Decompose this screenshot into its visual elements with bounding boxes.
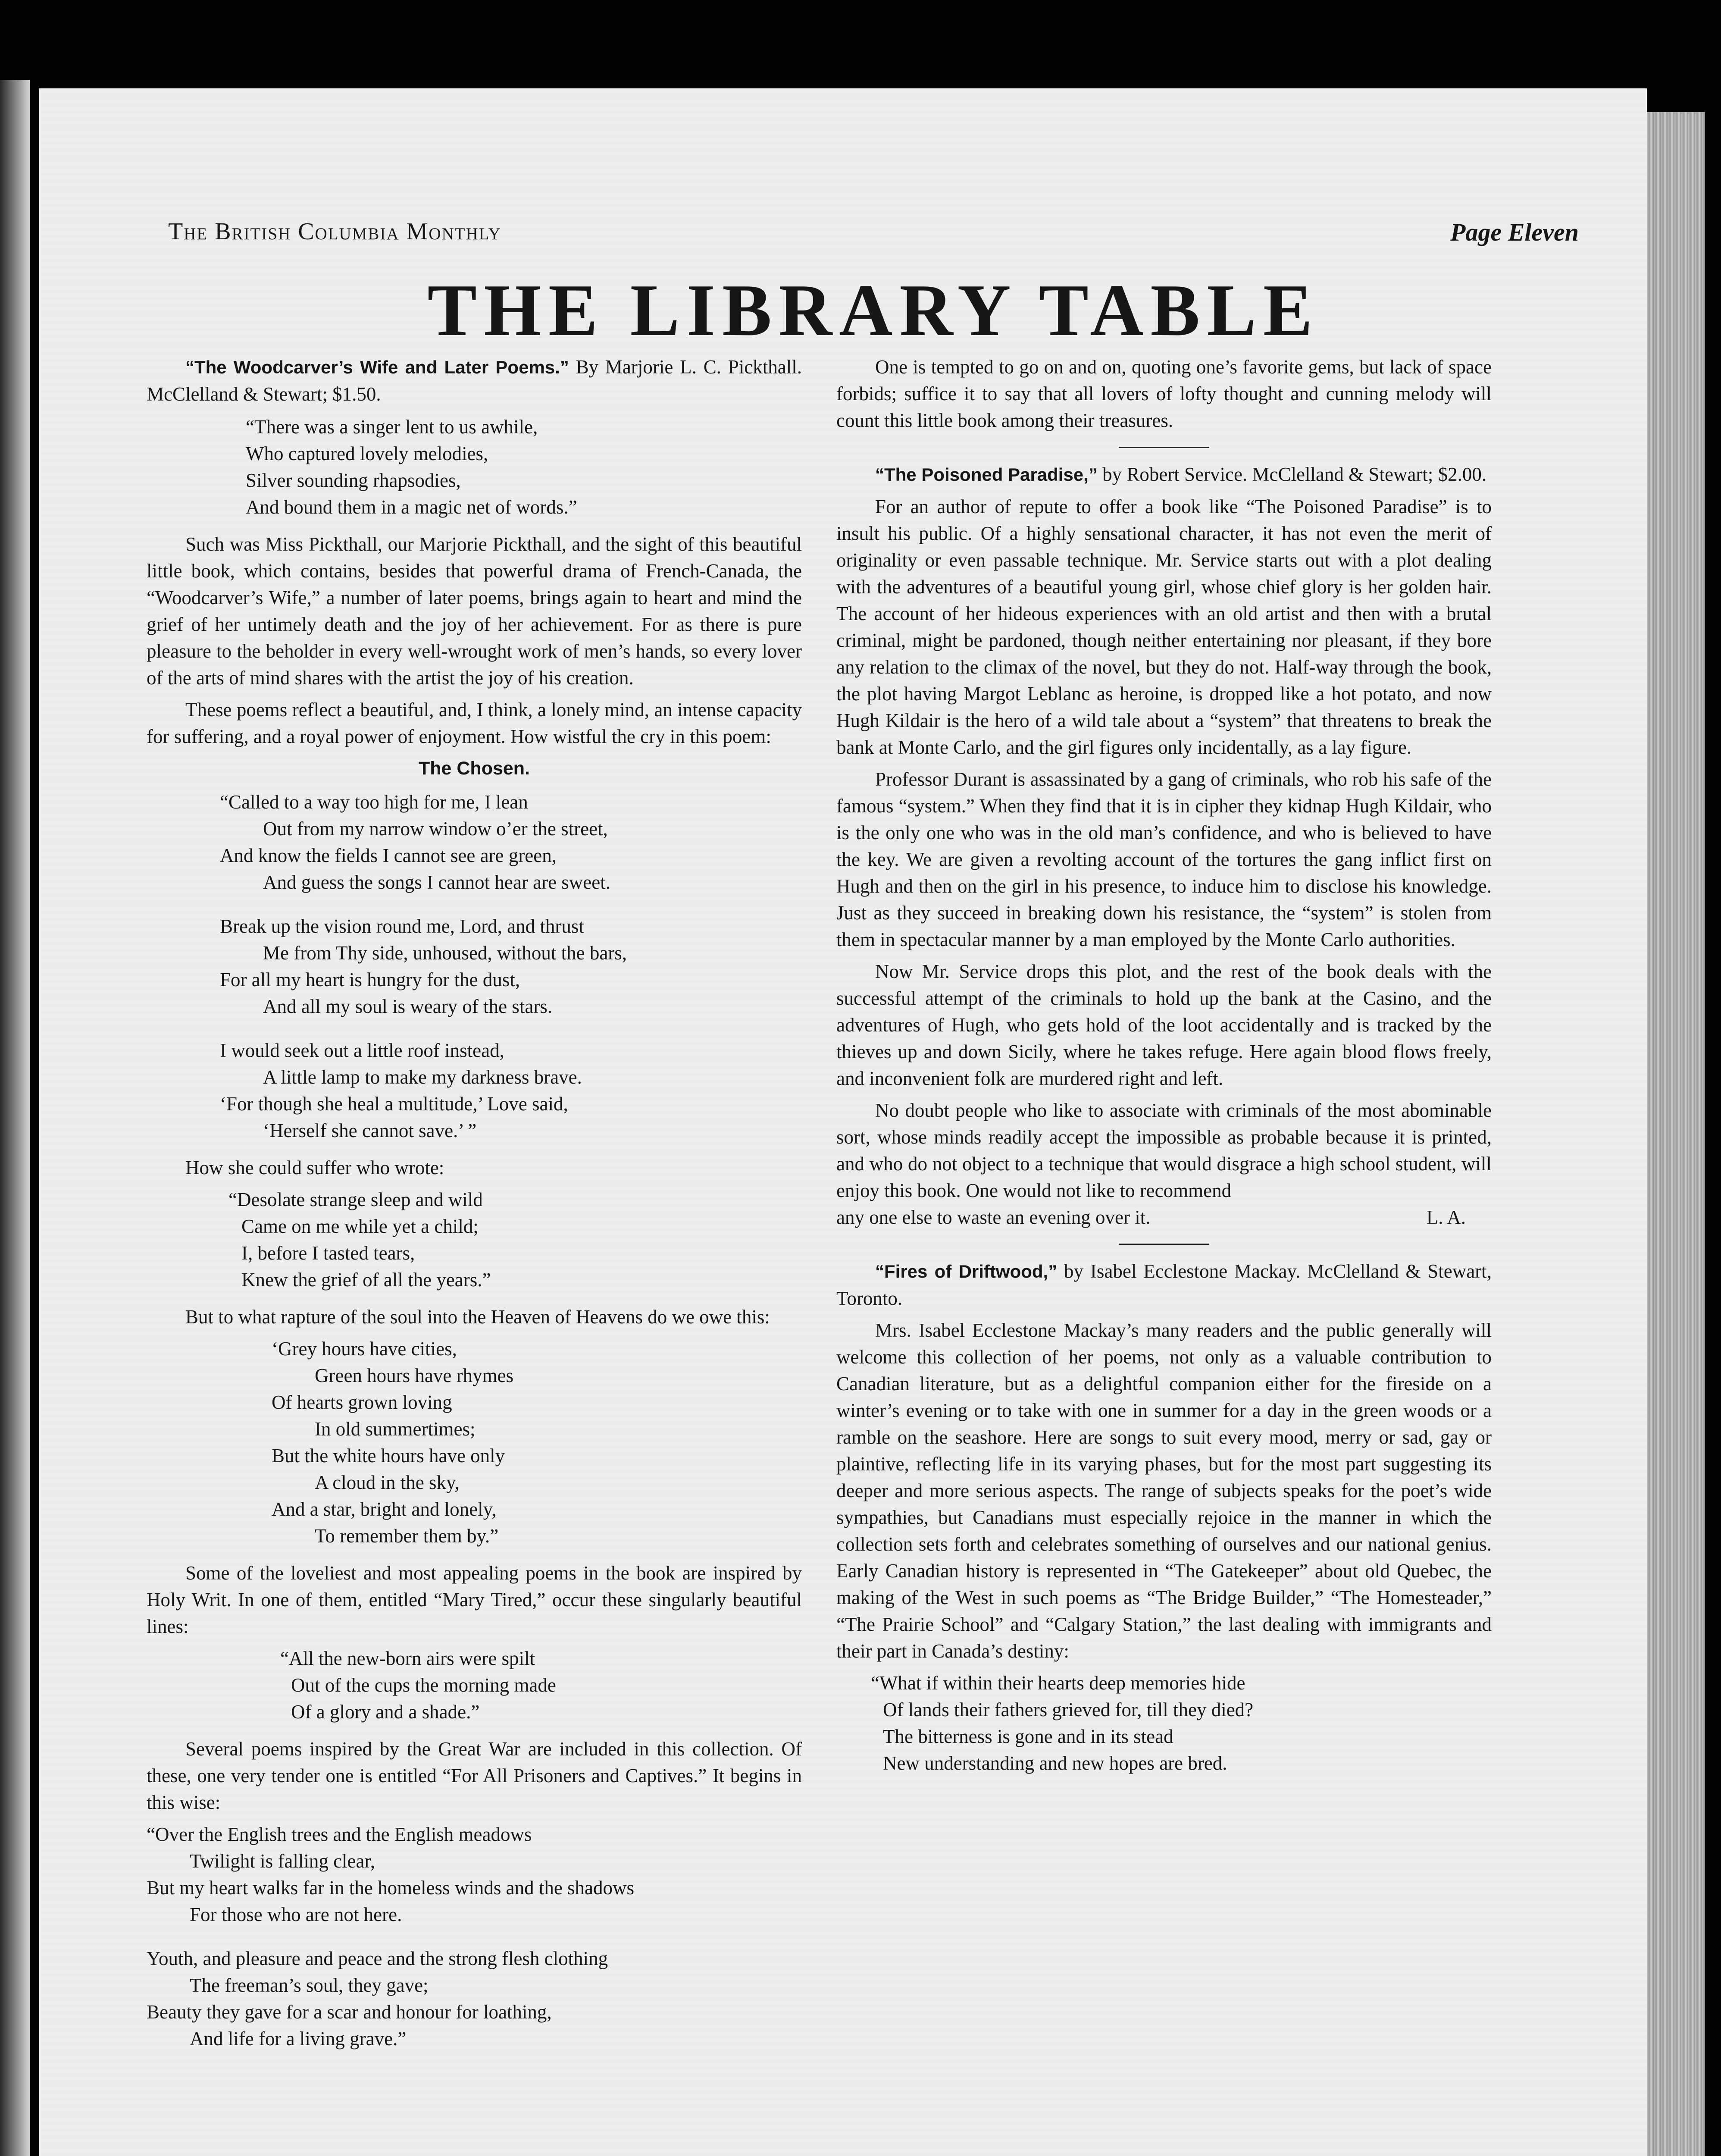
poem-line: I would seek out a little roof instead,: [220, 1040, 504, 1061]
poem-line: “There was a singer lent to us awhile,: [246, 416, 538, 438]
right-column: [836, 354, 1492, 1787]
poem-quote: [836, 1670, 1492, 1777]
poem-line: Me from Thy side, unhoused, without the bars,: [263, 942, 627, 964]
paragraph: These poems reflect a beautiful, and, I think, a lonely mind, an intense capacity for suffering, and a royal power of enjoyment. How wistful the cry in this poem:: [147, 699, 802, 747]
book-title: “Fires of Driftwood,”: [875, 1261, 1058, 1282]
poem-line: Of lands their fathers grieved for, till they died?: [883, 1699, 1254, 1720]
poem-line: For those who are not here.: [190, 1904, 402, 1925]
poem-line: ‘Herself she cannot save.’ ”: [263, 1120, 477, 1141]
poem-line: In old summertimes;: [315, 1418, 476, 1440]
stanza: [220, 789, 802, 896]
poem-the-chosen: [147, 789, 802, 1144]
reviewer-signature: L. A.: [1426, 1206, 1466, 1228]
closing-text: any one else to waste an evening over it.: [836, 1206, 1151, 1228]
stanza: [220, 913, 802, 1020]
poem-line: And all my soul is weary of the stars.: [263, 996, 553, 1017]
poem-line: Of a glory and a shade.”: [291, 1701, 480, 1723]
paragraph: One is tempted to go on and on, quoting one’s favorite gems, but lack of space forbids; suffice it to say that all lovers of lofty thought and cunning melody will count this little book among their treasures.: [836, 356, 1492, 431]
page-number: Page Eleven: [1450, 218, 1579, 246]
poem-line: A little lamp to make my darkness brave.: [263, 1066, 582, 1088]
poem-line: New understanding and new hopes are bred.: [883, 1752, 1227, 1774]
book-title: “The Poisoned Paradise,”: [875, 464, 1098, 485]
book-byline: by Robert Service. McClelland & Stewart; $2.00.: [1097, 464, 1487, 485]
poem-line: And guess the songs I cannot hear are sweet.: [263, 871, 611, 893]
poem-line: A cloud in the sky,: [315, 1472, 460, 1493]
poem-line: And life for a living grave.”: [190, 2028, 407, 2049]
poem-quote: [147, 1186, 802, 1293]
poem-quote: [147, 1645, 802, 1725]
poem-line: Twilight is falling clear,: [190, 1850, 375, 1872]
poem-line: Of hearts grown loving: [272, 1391, 452, 1413]
poem-line: But the white hours have only: [272, 1445, 505, 1467]
poem-line: Out from my narrow window o’er the street,: [263, 818, 608, 840]
poem-line: Knew the grief of all the years.”: [241, 1269, 491, 1291]
poem-line: “Desolate strange sleep and wild: [228, 1189, 483, 1210]
left-column: [147, 354, 802, 2062]
poem-line: ‘Grey hours have cities,: [272, 1338, 457, 1360]
paragraph: Mrs. Isabel Ecclestone Mackay’s many readers and the public generally will welcome this collection of her poems, not only as a valuable contribution to Canadian literature, but as a delightful companion either for the fireside on a winter’s evening or to take with one in summer for a day in the green woods or a ramble on the seashore. Here are songs to suit every mood, merry or sad, gay or plaintive, reflecting life in its varying phases, but for the most part suggesting its deeper and more serious aspects. The range of subjects speaks for the poet’s wide sympathies, but Canadians must especially rejoice in the manner in which the collection sets forth and celebrates something of ourselves and our national genius. Early Canadian history is represented in “The Gatekeeper” about old Quebec, the making of the West in such poems as “The Bridge Builder,” “The Homesteader,” “The Prairie School” and “Calgary Station,” the last dealing with immigrants and their part in Canada’s destiny:: [836, 1319, 1492, 1662]
section-title: THE LIBRARY TABLE: [427, 270, 1320, 351]
stanza: [228, 1186, 802, 1293]
paragraph: Now Mr. Service drops this plot, and the rest of the book deals with the successful attempt of the criminals to hold up the bank at the Casino, and the adventures of Hugh, who gets hold of the loot accidentally and is tracked by the thieves up and down Sicily, where he takes refuge. Here again blood flows freely, and inconvenient folk are murdered right and left.: [836, 961, 1492, 1089]
poem-line: And bound them in a magic net of words.”: [246, 496, 577, 518]
poem-line: And know the fields I cannot see are green,: [220, 845, 557, 866]
paragraph: But to what rapture of the soul into the Heaven of Heavens do we owe this:: [185, 1306, 770, 1328]
paragraph: Some of the loveliest and most appealing poems in the book are inspired by Holy Writ. In one of them, entitled “Mary Tired,” occur these singularly beautiful lines:: [147, 1562, 802, 1637]
poem-line: For all my heart is hungry for the dust,: [220, 969, 520, 990]
book-byline: by Isabel Ecclestone Mackay. McClelland & Stewart, Toronto.: [836, 1260, 1492, 1309]
page-edges: [1647, 112, 1705, 2156]
poem-line: Who captured lovely melodies,: [246, 443, 488, 464]
poem-line: To remember them by.”: [315, 1525, 499, 1547]
stanza: [272, 1335, 802, 1549]
poem-line: Break up the vision round me, Lord, and thrust: [220, 915, 584, 937]
poem-line: And a star, bright and lonely,: [272, 1498, 497, 1520]
review-heading: [836, 1258, 1492, 1312]
paragraph: No doubt people who like to associate with criminals of the most abominable sort, whose minds readily accept the impossible as probable because it is printed, and who do not object to a technique that would disgrace a high school student, will enjoy this book. One would not like to recommend: [836, 1100, 1492, 1201]
poem-quote: [147, 414, 802, 520]
poem-line: Green hours have rhymes: [315, 1365, 514, 1386]
poem-line: ‘For though she heal a multitude,’ Love said,: [220, 1093, 568, 1115]
stanza: [871, 1670, 1492, 1777]
poem-line: I, before I tasted tears,: [241, 1242, 415, 1264]
stanza: [147, 1945, 802, 2052]
section-divider: [1119, 1244, 1209, 1245]
paragraph: For an author of repute to offer a book like “The Poisoned Paradise” is to insult his public. Of a highly sensational character, it has not even the merit of originality or even passable technique. Mr. Service starts out with a plot dealing with the adventures of a beautiful young girl, whose chief glory is her golden hair. The account of her hideous experiences with an old artist and then with a brutal criminal, might be pardoned, though neither entertaining nor pleasant, if they bore any relation to the climax of the novel, but they do not. Half-way through the book, the plot having Margot Leblanc as heroine, is dropped like a hot potato, and now Hugh Kildair is the hero of a wild tale about a “system” that threatens to break the bank at Monte Carlo, and the girl figures only incidentally, as a lay figure.: [836, 496, 1492, 758]
book-title: “The Woodcarver’s Wife and Later Poems.”: [185, 357, 569, 377]
poem-title: The Chosen.: [418, 758, 530, 779]
stanza: [147, 1821, 802, 1928]
paragraph: Such was Miss Pickthall, our Marjorie Pickthall, and the sight of this beautiful little book, which contains, besides that powerful drama of French-Canada, the “Woodcarver’s Wife,” a number of later poems, brings again to heart and mind the grief of her untimely death and the joy of her achievement. For as there is pure pleasure to the beholder in every well-wrought work of men’s hands, so every lover of the arts of mind shares with the artist the joy of his creation.: [147, 533, 802, 689]
paragraph: Professor Durant is assassinated by a gang of criminals, who rob his safe of the famous “system.” When they find that it is in cipher they kidnap Hugh Kildair, who is the only one who was in the old man’s confidence, and who is believed to have the key. We are given a revolting account of the tortures the gang inflict first on Hugh and then on the girl in his presence, to induce him to disclose his knowledge. Just as they succeed in breaking down his resistance, the “system” is stolen from them in spectacular manner by a man employed by the Monte Carlo authorities.: [836, 768, 1492, 950]
poem-line: “Called to a way too high for me, I lean: [220, 791, 528, 813]
poem-line: “Over the English trees and the English meadows: [147, 1824, 532, 1845]
section-divider: [1119, 447, 1209, 448]
poem-line: The freeman’s soul, they gave;: [190, 1974, 429, 1996]
running-title: The British Columbia Monthly: [168, 218, 501, 245]
stanza: [280, 1645, 802, 1725]
poem-line: Youth, and pleasure and peace and the strong flesh clothing: [147, 1948, 608, 1969]
poem-line: The bitterness is gone and in its stead: [883, 1726, 1173, 1747]
poem-line: “All the new-born airs were spilt: [280, 1648, 535, 1669]
poem-line: Out of the cups the morning made: [291, 1674, 556, 1696]
closing-line: [836, 1204, 1492, 1231]
poem-quote: [147, 1821, 802, 2052]
book-byline: By Marjorie L. C. Pickthall. McClelland & Stewart; $1.50.: [147, 356, 802, 405]
stanza: [246, 414, 802, 520]
review-heading: [147, 354, 802, 407]
poem-line: Came on me while yet a child;: [241, 1216, 479, 1237]
stanza: [220, 1037, 802, 1144]
paragraph: How she could suffer who wrote:: [185, 1157, 444, 1178]
paragraph: Several poems inspired by the Great War are included in this collection. Of these, one very tender one is entitled “For All Prisoners and Captives.” It begins in this wise:: [147, 1738, 802, 1813]
poem-line: “What if within their hearts deep memories hide: [871, 1672, 1245, 1694]
poem-line: Silver sounding rhapsodies,: [246, 470, 461, 491]
review-heading: [836, 461, 1492, 488]
book-spine-left: [0, 80, 30, 2156]
page-header: [168, 218, 1579, 252]
poem-line: Beauty they gave for a scar and honour for loathing,: [147, 2001, 552, 2023]
poem-quote: [147, 1335, 802, 1549]
poem-line: But my heart walks far in the homeless winds and the shadows: [147, 1877, 635, 1899]
